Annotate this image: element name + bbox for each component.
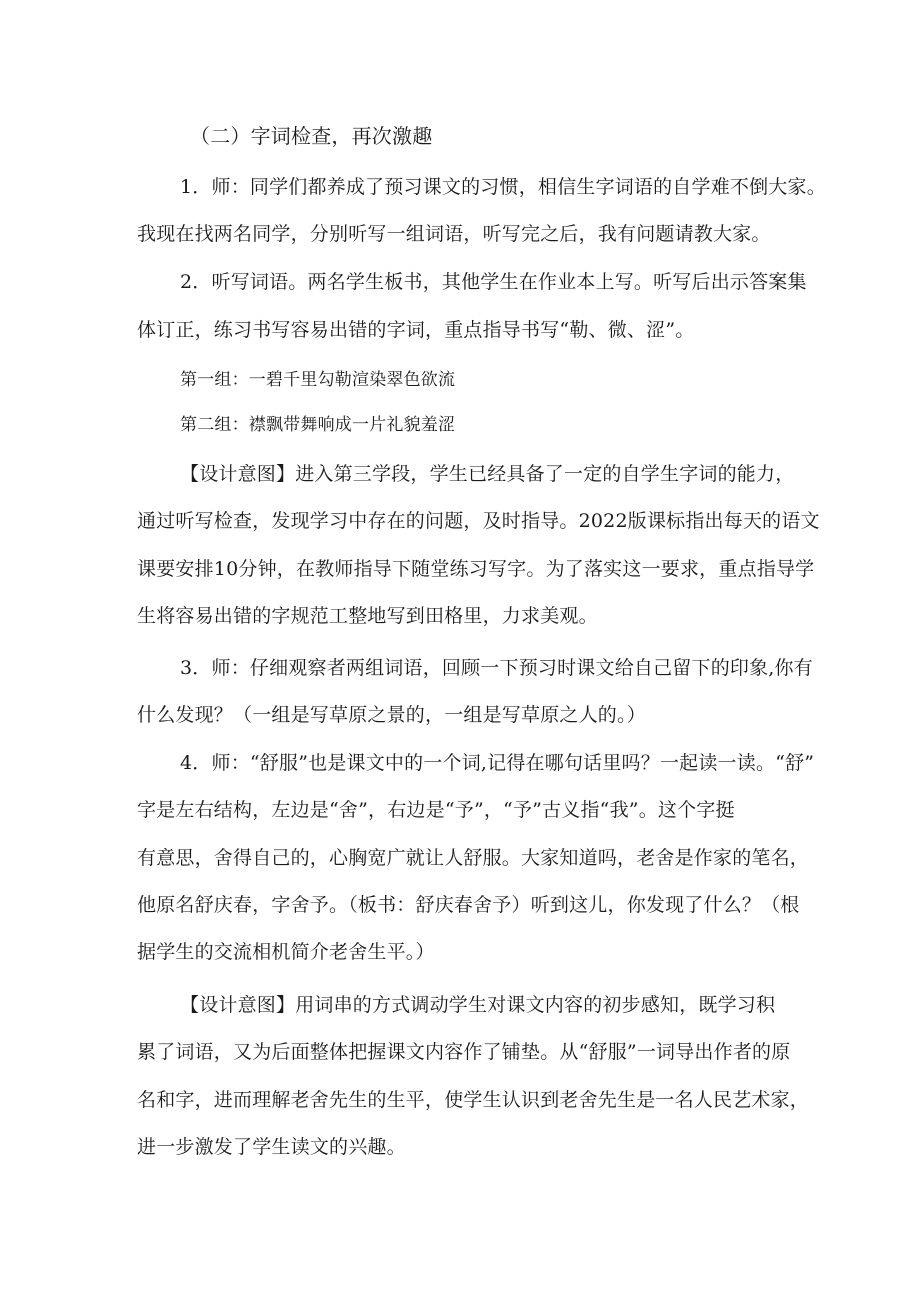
design-intent-1-line2: 通过听写检查，发现学习中存在的问题，及时指导。2022版课标指出每天的语文 xyxy=(137,510,820,532)
item3-line2: 什么发现？（一组是写草原之景的，一组是写草原之人的。） xyxy=(137,704,646,726)
item4-line3: 有意思，舍得自己的，心胸宽广就让人舒服。大家知道吗，老舍是作家的笔名， xyxy=(137,847,810,869)
word-group-1: 第一组：一碧千里勾勒渲染翠色欲流 xyxy=(180,370,456,390)
word-group-2: 第二组：襟飘带舞响成一片礼貌羞涩 xyxy=(180,415,456,435)
design-intent-1-line3: 课要安排10分钟，在教师指导下随堂练习写字。为了落实这一要求，重点指导学 xyxy=(137,558,815,580)
design-intent-2-line4: 进一步激发了学生读文的兴趣。 xyxy=(137,1136,406,1158)
item4-line1: 4．师：“舒服”也是课文中的一个词,记得在哪句话里吗？一起读一读。“舒” xyxy=(180,752,815,774)
section-heading: （二）字词检查，再次激趣 xyxy=(190,124,433,148)
item2-line2: 体订正，练习书写容易出错的字词，重点指导书写“勒、微、涩”。 xyxy=(137,319,695,341)
item4-line4: 他原名舒庆春，字舍予。（板书：舒庆春舍予）听到这儿，你发现了什么？（根 xyxy=(137,894,800,916)
item3-line1: 3．师：仔细观察者两组词语，回顾一下预习时课文给自己留下的印象,你有 xyxy=(180,657,813,679)
item4-line2: 字是左右结构，左边是“舍”，右边是“予”，“予”古义指“我”。这个字挺 xyxy=(137,799,735,821)
design-intent-2-line1: 【设计意图】用词串的方式调动学生对课文内容的初步感知，既学习积 xyxy=(180,994,776,1016)
design-intent-2-line3: 名和字，进而理解老舍先生的生平，使学生认识到老舍先生是一名人民艺术家， xyxy=(137,1089,810,1111)
item2-line1: 2．听写词语。两名学生板书，其他学生在作业本上写。听写后出示答案集 xyxy=(180,271,807,293)
item1-line1: 1．师：同学们都养成了预习课文的习惯，相信生字词语的自学难不倒大家。 xyxy=(180,176,826,198)
item1-line2: 我现在找两名同学，分别听写一组词语，听写完之后，我有问题请教大家。 xyxy=(137,223,771,245)
design-intent-2-line2: 累了词语，又为后面整体把握课文内容作了铺垫。从“舒服”一词导出作者的原 xyxy=(137,1041,791,1063)
design-intent-1-line4: 生将容易出错的字规范工整地写到田格里，力求美观。 xyxy=(137,605,598,627)
design-intent-1-line1: 【设计意图】进入第三学段，学生已经具备了一定的自学生字词的能力， xyxy=(180,463,795,485)
item4-line5: 据学生的交流相机简介老舍生平。） xyxy=(137,941,435,963)
